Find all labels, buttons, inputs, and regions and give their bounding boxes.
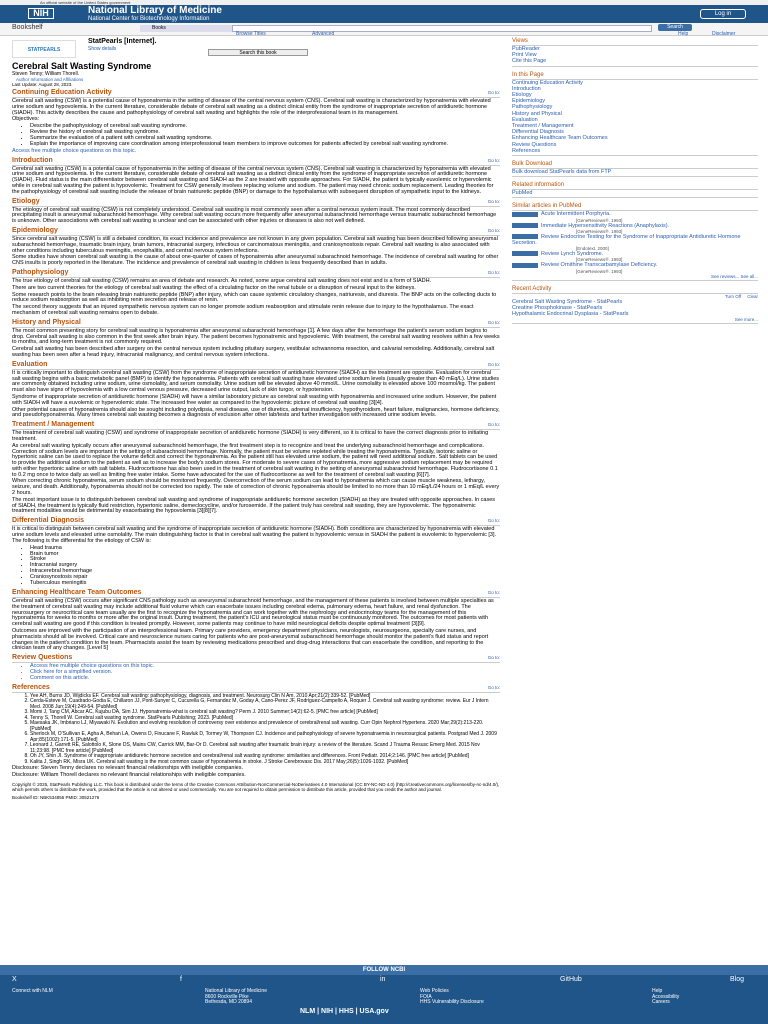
site-header — [0, 5, 768, 23]
section-paragraph: As cerebral salt wasting typically occurs after aneurysmal subarachnoid hemorrhage, the first treatment step is to recognize and treat the underlying subarachnoid hemorrhage and complications. Correction of sodium levels are important in the setting of subarachnoid hemorrhage. Normally, the patient must be volume repleted while treating the hyponatremia. Typically, isotonic saline or hypertonic saline can be used to replace the volume deficit and correct the hyponatremia. As the patient still has elevated urine sodium, the patient will need additional sodium. Salt tablets can be used to provide the additional sodium to the patient as well as to increase the body's sodium stores. For moderate to severe cases of hyponatremia, more aggressive sodium replacement may be required with either hypertonic saline or with salt tablets. Fludrocortisone has also been used in the treatment of cerebral salt wasting in the setting of aneurysmal subarachnoid hemorrhage. Fludrocortisone 0.1 to 0.2 mg once to twice daily as well as limiting free water intake. Some have advocated for the use of fludrocortisone as well for the treatment of cerebral salt wasting [6][7]. — [12, 442, 498, 478]
disclosure: Disclosure: Steven Tenny declares no relevant financial relationships with ineligible companies. — [12, 765, 244, 772]
list-item[interactable]: • Comment on this article. — [30, 676, 500, 682]
goto-link[interactable]: Go to: — [487, 227, 500, 233]
list-item: • Tuberculous meningitis — [30, 581, 500, 587]
article-section — [12, 89, 500, 155]
similar-article-title[interactable]: Review Endocrine Testing for the Syndrome of Inappropriate Antidiuretic Hormone Secretion. — [512, 233, 741, 247]
sidebar-box-bulk — [512, 161, 758, 177]
section-paragraph: There are two current theories for the etiology of cerebral salt wasting: the effect of a circulating factor on the renal tubule or a disruption of neural input to the kidneys. — [12, 284, 416, 291]
search-bar — [0, 23, 768, 36]
search-button[interactable]: Search — [658, 24, 692, 31]
article-section — [12, 589, 500, 652]
sidebar-link[interactable]: Differential Diagnosis — [512, 129, 564, 136]
goto-link[interactable]: Go to: — [487, 655, 500, 661]
section-paragraph: Other potential causes of hyponatremia should also be sought including polydipsia, renal disease, use of diuretics, adrenal insufficiency, hypothyroidism, heart failure, malignancies, hormone deficiency, and pseudohyponatremia. Many times cerebral salt wasting becomes a diagnosis of exclusion after other lab/tests and further investigation with increased urine sodium levels. — [12, 406, 500, 419]
section-paragraph: The most common presenting story for cerebral salt wasting is hyponatremia after aneurysmal subarachnoid hemorrhage [1]. A few days after the hemorrhage the patient's serum sodium begins to drop. Cerebral salt wasting is also common in the first week after brain injury. The patient becomes hyponatremic and hypovolemic. With treatment, the cerebral salt wasting resolves within a few weeks to months, and long-term treatment is not commonly required. — [12, 327, 500, 346]
goto-link[interactable]: Go to: — [487, 684, 500, 690]
similar-article-source: [Endotext. 2000] — [576, 246, 609, 252]
footer-link[interactable]: HHS Vulnerability Disclosure — [420, 999, 484, 1005]
bookshelf-link[interactable]: Bookshelf — [12, 24, 43, 31]
sidebar-link[interactable]: Etiology — [512, 92, 532, 99]
sidebar-link[interactable]: Cerebral Salt Wasting Syndrome - StatPearls — [512, 298, 623, 305]
section-paragraph: The most important issue is to distinguish between cerebral salt wasting and syndrome of inappropriate antidiuretic hormone secretion (SIADH) as they are treated with opposite approaches. In cases of SIADH, the treatment is typically fluid restriction, hypertonic saline, demeclocycline, and/or furosemide. If the patient truly has cerebral salt wasting, they are hypovolemic. The hyponatremic treatment modalities would be detrimental by exacerbating the hypovolemia [3][8][7]. — [12, 496, 496, 515]
section-paragraph: When correcting chronic hyponatremia, serum sodium should be monitored frequently. Overcorrection of the serum sodium can lead to hyponatremia which can cause muscle weakness, lethargy, seizure, and death. Additionally, hyponatremia should not be corrected too rapidly. The rate of correction of chronic hyponatremia should be limited to no more than 10 mEq/L/24 hours or 1 mEq/L every 2 hours. — [12, 478, 500, 497]
reference-item: 5. Maesaka JK, Imbriano LJ, Miyawaki N. Evolution and evolving resolution of controversy over existence and prevalence of cerebral/renal salt wasting. Curr Opin Nephrol Hypertens. 2020 Mar;29(2):213-220. [PubMed] — [30, 721, 500, 732]
footer-link[interactable]: Connect with NLM — [12, 988, 53, 994]
reference-item: 8. Oh JY, Shin JI. Syndrome of inappropriate antidiuretic hormone secretion and cerebral/renal salt wasting syndrome: similarities and differences. Front Pediatr. 2014;2:146. [PMC free article] [PubMed] — [30, 754, 500, 760]
similar-article[interactable] — [512, 234, 758, 246]
article-section — [12, 269, 500, 317]
sidebar-box-views — [512, 38, 758, 67]
section-heading: Pathophysiology — [12, 269, 500, 278]
reference-item: 1. Yee AH, Burns JD, Wijdicks EF. Cerebral salt wasting: pathophysiology, diagnosis, and treatment. Neurosurg Clin N Am. 2010 Apr;21(2):339-52. [PubMed] — [30, 694, 500, 700]
clear-link[interactable]: Clear — [747, 293, 758, 299]
list-item[interactable]: • Access free multiple choice questions on this topic. — [30, 664, 500, 670]
x-icon[interactable]: X — [12, 976, 17, 983]
reference-item: 2. Cerda-Esteve M, Cuadrado-Godia E, Chillaron JJ, Pont-Sunyer C, Cucurella G, Fernandez M, Goday A, Cano-Perez JF, Rodriguez-Campello A, Roquer J. Cerebral salt wasting syndrome: review. Eur J Intern Med. 2008 Jun;19(4):249-54. [PubMed] — [30, 699, 500, 710]
article-authors: Steven Tenny; William Thorell. — [12, 71, 80, 77]
sidebar-link[interactable]: Treatment / Management — [512, 123, 574, 130]
database-select[interactable]: Books — [140, 25, 232, 32]
section-paragraph: Cerebral salt wasting has been described after surgery on the central nervous system including pituitary surgery, vestibular schwannoma resection, and calvarial remodeling. Additionally, cerebral salt wasting has been seen after a head injury, intracranial malignancy, and central nervous system infections. — [12, 346, 495, 358]
article-section — [12, 227, 500, 267]
sidebar-box-in-page — [512, 72, 758, 156]
sidebar-link[interactable]: Bulk download StatPearls data from FTP — [512, 169, 612, 176]
sidebar-heading: Recent Activity — [512, 286, 758, 294]
footer-col-address — [205, 989, 267, 1006]
list-item: • Intracranial surgery — [30, 563, 500, 569]
reference-list — [30, 694, 500, 766]
section-heading: References — [12, 684, 500, 693]
article-section — [12, 684, 500, 779]
search-this-book-button[interactable]: Search this book — [208, 49, 308, 56]
blog-icon[interactable]: Blog — [730, 976, 745, 983]
goto-link[interactable]: Go to: — [487, 269, 500, 275]
goto-link[interactable]: Go to: — [487, 157, 500, 163]
section-heading: Introduction — [12, 157, 500, 166]
section-heading: Differential Diagnosis — [12, 517, 500, 526]
main-content — [12, 38, 500, 800]
sidebar-link[interactable]: Creatine Phosphokinase - StatPearls — [512, 304, 603, 311]
disclaimer-link[interactable]: Disclaimer — [712, 31, 736, 37]
bullet-list — [30, 664, 500, 682]
list-item: • Intracerebral hemorrhage — [30, 569, 500, 575]
disclosure: Disclosure: William Thorell declares no relevant financial relationships with ineligible companies. — [12, 772, 246, 779]
section-heading: Etiology — [12, 198, 500, 207]
follow-ncbi: FOLLOW NCBI — [0, 965, 768, 975]
section-paragraph: Cerebral salt wasting (CSW) is a potential cause of hyponatremia in the setting of disease of the central nervous system (CNS). Cerebral salt wasting is characterized by hyponatremia with elevated urine sodium and hypovolemia. In the current literature, considerable debate of cerebral salt wasting as a distinct clinical entity from the syndrome of inappropriate secretion of antidiuretic hormone (SIADH). Fluid status is the main differentiator between cerebral salt wasting and SIADH as the 2 are treated with opposite approaches. For SIADH, the patient is typically euvolemic or hypervolemic while in cerebral salt wasting the patient is hypovolemic. Treatment for CSW generally involves replacing volume and sodium. The patient may need chronic sodium replacement. Leading theories for the pathophysiology of cerebral salt wasting include the release of brain natriuretic peptide (BNP) or damage to the hypothalamus with subsequent disruption of sympathetic input to the kidneys. — [12, 165, 494, 195]
list-item: • Craniosynostosis repair — [30, 575, 500, 581]
review-tag-icon — [512, 223, 538, 228]
sidebar — [512, 38, 758, 329]
goto-link[interactable]: Go to: — [487, 319, 500, 325]
article-section — [12, 517, 500, 587]
article-sections — [12, 89, 500, 779]
sidebar-heading: Bulk Download — [512, 161, 758, 169]
section-heading: Epidemiology — [12, 227, 500, 236]
sidebar-link[interactable]: Cite this Page — [512, 58, 547, 65]
site-title[interactable]: National Library of Medicine — [88, 5, 222, 16]
sidebar-link[interactable]: Introduction — [512, 85, 541, 92]
footer-col-help — [652, 989, 679, 1006]
section-paragraph: Some studies have shown cerebral salt wasting is the cause of about one-quarter of cases of hyponatremia after aneurysmal subarachnoid hemorrhage. The incidence of cerebral salt wasting for other CNS insults is poorly reported in the literature. The incidence and prevalence of cerebral salt wasting in children is less frequently described than in adults. — [12, 254, 499, 267]
footer-text[interactable]: National Library of Medicine — [205, 988, 267, 994]
review-tag-icon — [512, 234, 538, 239]
article-section — [12, 157, 500, 196]
review-tag-icon — [512, 263, 538, 268]
reference-item: 7. Leonard J, Garrett RE, Salottolo K, Slone DS, Mains CW, Carrick MM, Bar-Or D. Cerebral salt wasting after traumatic brain injury: a review of the literature. Scand J Trauma Resusc Emerg Med. 2015 Nov 11;23:98. [PMC free article] [PubMed] — [30, 743, 500, 754]
reference-item: 4. Tenny S, Thorell W. Cerebral salt wasting syndrome. StatPearls Publishing; 2023. [PubMed] — [30, 716, 500, 722]
goto-link[interactable]: Go to: — [487, 518, 500, 524]
section-paragraph: The true etiology of cerebral salt wasting (CSW) remains an area of debate and research. As noted, some argue cerebral salt wasting does not exist and is a form of SIADH. — [12, 277, 432, 284]
similar-article-source: [GeneReviews®. 1993] — [576, 257, 623, 263]
goto-link[interactable]: Go to: — [487, 590, 500, 595]
sidebar-link[interactable]: PubReader — [512, 46, 540, 52]
sidebar-box-recent — [512, 286, 758, 325]
gov-banner: An official website of the United States government — [0, 0, 768, 5]
section-paragraph: The etiology of cerebral salt wasting (CSW) is not completely understood. Cerebral salt wasting is most commonly seen after a central nervous system insult. The most commonly described precipitating insult is aneurysmal subarachnoid hemorrhage. Why cerebral salt wasting occurs more frequently after aneurysmal subarachnoid hemorrhage versus traumatic subarachnoid hemorrhage is unknown. Other associations with cerebral salt wasting is unclear and can be associated with other injuries or diseases is also not well defined. — [12, 206, 497, 225]
last-update: Last Update: August 28, 2023. — [12, 82, 73, 87]
show-details-link[interactable]: Show details — [88, 46, 117, 52]
article-section — [12, 198, 500, 225]
footer-link[interactable]: FOIA — [420, 993, 432, 1000]
facebook-icon[interactable]: f — [180, 976, 182, 983]
section-paragraph: Objectives: — [12, 116, 40, 123]
section-heading: Enhancing Healthcare Team Outcomes — [12, 589, 500, 598]
author-affiliations-link[interactable]: Author Information and Affiliations — [16, 77, 84, 82]
article-section — [12, 654, 500, 682]
section-heading: History and Physical — [12, 319, 500, 328]
see-more-link[interactable]: See reviews... See all... — [710, 273, 758, 279]
sidebar-heading: In this Page — [512, 72, 758, 80]
book-title: StatPearls [Internet]. — [88, 38, 157, 45]
sidebar-link[interactable]: Epidemiology — [512, 98, 546, 105]
article-section — [12, 421, 500, 515]
section-paragraph: Syndrome of inappropriate secretion of antidiuretic hormone (SIADH) will have a similar laboratory picture as cerebral salt wasting with hyponatremia and increased urine sodium. However, the patient with SIADH will have a euvolemic or hypervolemic state. The increased free water as compared to the hypovolemic picture of cerebral salt wasting [3][4]. — [12, 393, 497, 406]
section-paragraph: The treatment of cerebral salt wasting (CSW) and syndrome of inappropriate secretion of antidiuretic hormone (SIADH) is very different, so it is critical to have the correct diagnosis prior to initiating treatment. — [12, 430, 489, 442]
footer-col-connect — [12, 989, 53, 995]
login-button[interactable]: Log in — [700, 9, 746, 19]
section-heading: Treatment / Management — [12, 421, 500, 430]
goto-link[interactable]: Go to: — [487, 361, 500, 367]
sidebar-heading: Similar articles in PubMed — [512, 203, 758, 211]
turn-off-link[interactable]: Turn Off — [724, 293, 742, 299]
similar-article-source: [GeneReviews®. 1993] — [576, 217, 623, 223]
bookshelf-id: Bookshelf ID: NBK534855 PMID: 30521276 — [12, 794, 100, 800]
sidebar-link[interactable]: PubMed — [512, 190, 533, 197]
sidebar-link[interactable]: Hypothalamic Endocrinal Dysplasia - StatPearls — [512, 311, 629, 318]
section-paragraph: It is critically important to distinguish cerebral salt wasting (CSW) from the syndrome of inappropriate secretion of antidiuretic hormone (SIADH) as the treatment are opposite. Evaluation for cerebral salt wasting begins with a basic metabolic panel (BMP) to identify the hyponatremia. Patients with cerebral salt wasting have elevated urine sodium levels (usually greater than 40 mEq/L). Urine studies are commonly obtained including urine sodium, urine osmolality, and serum osmolality. Urine sodium will be elevated above 40 mmol/L. Urine osmolality is elevated above 100 mosmol/kg. The patient must also have signs of hypovolemia with a low central venous pressure, decreased urine output, lack of skin turgor, or hypotension. — [12, 369, 499, 394]
footer-link[interactable]: Careers — [652, 999, 670, 1005]
footer-agencies[interactable]: NLM | NIH | HHS | USA.gov — [300, 1008, 389, 1015]
nih-logo[interactable]: NIH — [28, 8, 54, 19]
section-paragraph: Cerebral salt wasting (CSW) occurs after significant CNS pathology such as aneurysmal subarachnoid hemorrhage, and the management of these patients is involved between multiple specialties as the treatment of cerebral salt wasting may include additional fluid volume which can exacerbate issues including cerebral edema, pulmonary edema, heart failure, and renal dysfunction. The neurosurgery or neurocritical care team usually are the first to recognize the hyponatremia and can work together with the nephrology and endocrinology teams for the management of this hyponatremia for weeks to months or more after the original insult. During treatment, the patient's ICU and neurological status must be continuously monitored. The outcomes for most patients with cerebral salt wasting are good if this condition is treated promptly. However, some patients may continue to have mild neurological deficits despite optimal treatment [3][9]. — [12, 598, 494, 628]
article-section — [12, 319, 500, 359]
similar-article-title[interactable]: Review Lynch Syndrome. — [541, 251, 604, 258]
footer — [0, 987, 768, 1024]
section-paragraph: It is critical to distinguish between cerebral salt wasting and the syndrome of inappropriate secretion of antidiuretic hormone (SIADH). Both conditions are characterized by hyponatremia with elevated urine sodium levels and elevated urine osmolality. The main distinguishing factor is that in cerebral salt wasting the patient is hypovolemic versus in SIADH the patient is euvolemic to hypervolemic [3]. The following is the differential for the etiology of CSW is: — [12, 526, 497, 544]
section-paragraph: Since cerebral salt wasting (CSW) is still a debated condition, its exact incidence and prevalence are not known in any given population. Cerebral salt wasting has been described following aneurysmal subarachnoid hemorrhage, traumatic brain injury, brain tumors, intracranial surgery, infectious or carcinomatous meningitis, and craniosynostosis repair. Cerebral salt wasting is also associated with other conditions including tuberculous meningitis, encephalitis, and central nervous system infections. — [12, 235, 498, 254]
reference-item: 3. Momi J, Tang CM, Abcar AC, Kujubu DA, Sim JJ. Hyponatremia-what is cerebral salt wasting? Perm J. 2010 Summer;14(2):62-5. [PMC free article] [PubMed] — [30, 710, 500, 716]
github-icon[interactable]: GitHub — [560, 976, 582, 983]
see-more-link[interactable]: See more... — [734, 317, 758, 323]
sidebar-link[interactable]: Continuing Education Activity — [512, 79, 583, 86]
search-input[interactable] — [232, 25, 652, 32]
footer-text: 8600 Rockville Pike — [205, 993, 249, 1000]
similar-article-title[interactable]: Immediate Hypersensitivity Reactions (Anaphylaxis). — [541, 222, 670, 229]
sidebar-link[interactable]: History and Physical — [512, 110, 562, 117]
bullet-list — [30, 124, 500, 148]
section-heading: Evaluation — [12, 361, 500, 370]
sidebar-heading: Views — [512, 38, 758, 46]
list-item: • Describe the pathophysiology of cerebral salt wasting syndrome. — [30, 124, 500, 130]
sidebar-link[interactable]: Enhancing Healthcare Team Outcomes — [512, 135, 608, 142]
sidebar-link[interactable]: Evaluation — [512, 116, 538, 123]
goto-link[interactable]: Go to: — [487, 422, 500, 428]
copyright-notice: Copyright © 2025, StatPearls Publishing LLC. This book is distributed under the terms of the Creative Commons Attribution-NonCommercial-NoDerivatives 4.0 International (CC BY-NC-ND 4.0) (http://creativecommons.org/licenses/by-nc-nd/4.0/), which permits others to distribute the work, provided that the article is not altered or used commercially. You are not required to obtain permission to distribute this article, provided that you credit the author and journal. — [12, 781, 500, 792]
footer-link[interactable]: Web Policies — [420, 988, 449, 994]
book-cover[interactable]: STATPEARLS — [12, 40, 76, 58]
sidebar-link[interactable]: Review Questions — [512, 141, 557, 148]
social-bar — [0, 975, 768, 987]
help-link[interactable]: Help — [678, 31, 689, 37]
list-item: • Review the history of cerebral salt wasting syndrome. — [30, 130, 500, 136]
bullet-list — [30, 546, 500, 587]
sidebar-box-related — [512, 182, 758, 198]
section-heading: Review Questions — [12, 654, 500, 663]
mcq-link[interactable]: Access free multiple choice questions on this topic. — [12, 147, 137, 154]
reference-item: 6. Sherlock M, O'Sullivan E, Agha A, Behan LA, Owens D, Finucane F, Rawluk D, Tormey W, Thompson CJ. Incidence and pathophysiology of severe hyponatraemia in neurosurgical patients. Postgrad Med J. 2009 Apr;85(1002):171-5. [PubMed] — [30, 732, 500, 743]
section-heading: Continuing Education Activity — [12, 89, 500, 98]
similar-article-title[interactable]: Acute Intermittent Porphyria. — [541, 211, 611, 218]
section-paragraph: Some research points to the brain releasing brain natriuretic peptide (BNP) after injury, which can cause systemic circulatory changes, natriuresis, and diuresis. The BNP acts on the collecting ducts to reduce sodium reabsorption as well as inhibiting renin secretion and release of renin. — [12, 291, 497, 304]
list-item: • Head trauma — [30, 546, 500, 552]
goto-link[interactable]: Go to: — [487, 90, 500, 95]
advanced-link[interactable]: Advanced — [312, 31, 335, 37]
review-tag-icon — [512, 212, 538, 217]
footer-link[interactable]: Accessibility — [652, 993, 680, 1000]
footer-link[interactable]: Help — [652, 988, 663, 994]
sidebar-heading: Related information — [512, 182, 758, 190]
list-item: • Brain tumor — [30, 552, 500, 558]
list-item: • Summarize the evaluation of a patient with cerebral salt wasting syndrome. — [30, 136, 500, 142]
list-item: • Explain the importance of improving care coordination among interprofessional team members to improve outcomes for patients affected by cerebral salt wasting syndrome. — [30, 142, 500, 148]
article-title: Cerebral Salt Wasting Syndrome — [12, 61, 152, 71]
section-paragraph: Cerebral salt wasting (CSW) is a potential cause of hyponatremia in the setting of disease of the central nervous system (CNS). Cerebral salt wasting is characterized by hyponatremia with elevated urine sodium and hypovolemia. In the current literature, considerable debate of cerebral salt wasting as a distinct clinical entity from the syndrome of inappropriate secretion of antidiuretic hormone (SIADH). This activity describes the cause and pathophysiology of cerebral salt wasting and highlights the role of the interprofessional team in its management. — [12, 98, 491, 116]
site-subtitle: National Center for Biotechnology Information — [88, 16, 210, 22]
list-item[interactable]: • Click here for a simplified version. — [30, 670, 500, 676]
list-item: • Stroke — [30, 557, 500, 563]
goto-link[interactable]: Go to: — [487, 198, 500, 204]
sidebar-link[interactable]: Print View — [512, 52, 537, 59]
article-section — [12, 361, 500, 419]
similar-article-source: [GeneReviews®. 1993] — [576, 268, 623, 274]
similar-article-title[interactable]: Review Ornithine Transcarbamylase Deficiency. — [541, 262, 658, 269]
review-tag-icon — [512, 251, 538, 256]
footer-col-policies — [420, 989, 484, 1006]
sidebar-link[interactable]: Pathophysiology — [512, 104, 553, 111]
book-header — [12, 38, 500, 60]
footer-text: Bethesda, MD 20894 — [205, 999, 252, 1005]
sidebar-box-similar — [512, 203, 758, 280]
section-paragraph: The second theory suggests that an injured sympathetic nervous system can no longer promote sodium reabsorption and stimulate renin release due to injury to the hypothalamus. The exact mechanism of cerebral salt wasting remains open to debate. — [12, 304, 474, 316]
sidebar-link[interactable]: References — [512, 147, 541, 154]
browse-titles-link[interactable]: Browse Titles — [236, 31, 266, 37]
section-paragraph: Outcomes are improved with the participation of an interprofessional team. Primary care providers, emergency department physicians, neurologists, neurosurgeons, specialty care nurses, and pharmacists should all be involved. Critical care and neuroscience nurses caring for patients who are post-aneurysmal subarachnoid hemorrhage should monitor the patient's fluid status and report changes in the patient's condition to the team. Pharmacists assist the team by reviewing medications prescribed and drug-drug interactions that can exacerbate the condition, and reporting to the clinician team of any changes. [Level 5] — [12, 627, 489, 652]
reference-item: 9. Kalita J, Singh RK, Misra UK. Cerebral salt wasting is the most common cause of hyponatremia in stroke. J Stroke Cerebrovasc Dis. 2017 May;26(5):1026-1032. [PubMed] — [30, 760, 500, 766]
similar-article-source: [GeneReviews®. 1993] — [576, 228, 623, 234]
linkedin-icon[interactable]: in — [380, 976, 386, 983]
